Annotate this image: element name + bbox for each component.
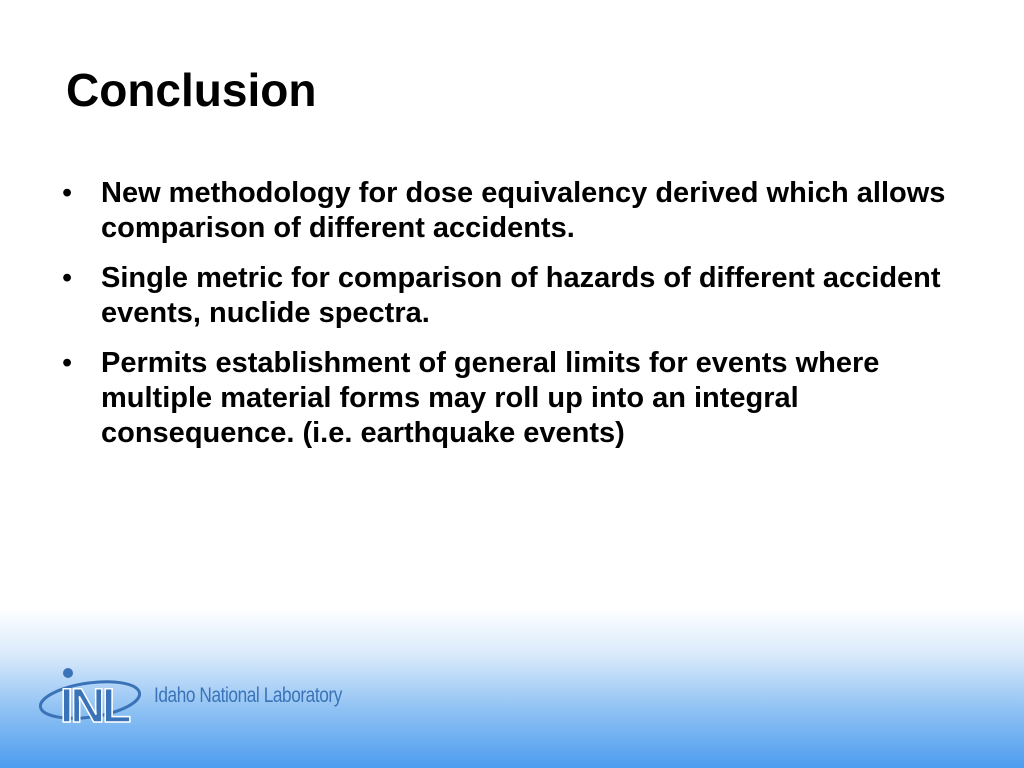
bullet-dot-icon: •: [62, 177, 73, 209]
org-name: Idaho National Laboratory: [154, 684, 342, 707]
bullet-text: New methodology for dose equivalency derived which allows comparison of different accidents.: [101, 177, 946, 244]
bullet-dot-icon: •: [62, 347, 73, 379]
bullet-text: Single metric for comparison of hazards of different accident events, nuclide spectra.: [101, 262, 941, 329]
bullet-dot-icon: •: [62, 262, 73, 294]
bullet-list: [60, 176, 960, 466]
inl-logo-icon: [38, 664, 154, 730]
bullet-text: Permits establishment of general limits for events where multiple material forms may roll up into an integral consequence. (i.e. earthquake events): [101, 347, 880, 449]
slide-title: Conclusion: [66, 64, 317, 116]
bullet-item: [60, 346, 960, 451]
bullet-item: [60, 261, 960, 331]
bullet-item: [60, 176, 960, 246]
svg-text:INL: INL: [60, 680, 129, 730]
inl-logo: [38, 664, 358, 730]
